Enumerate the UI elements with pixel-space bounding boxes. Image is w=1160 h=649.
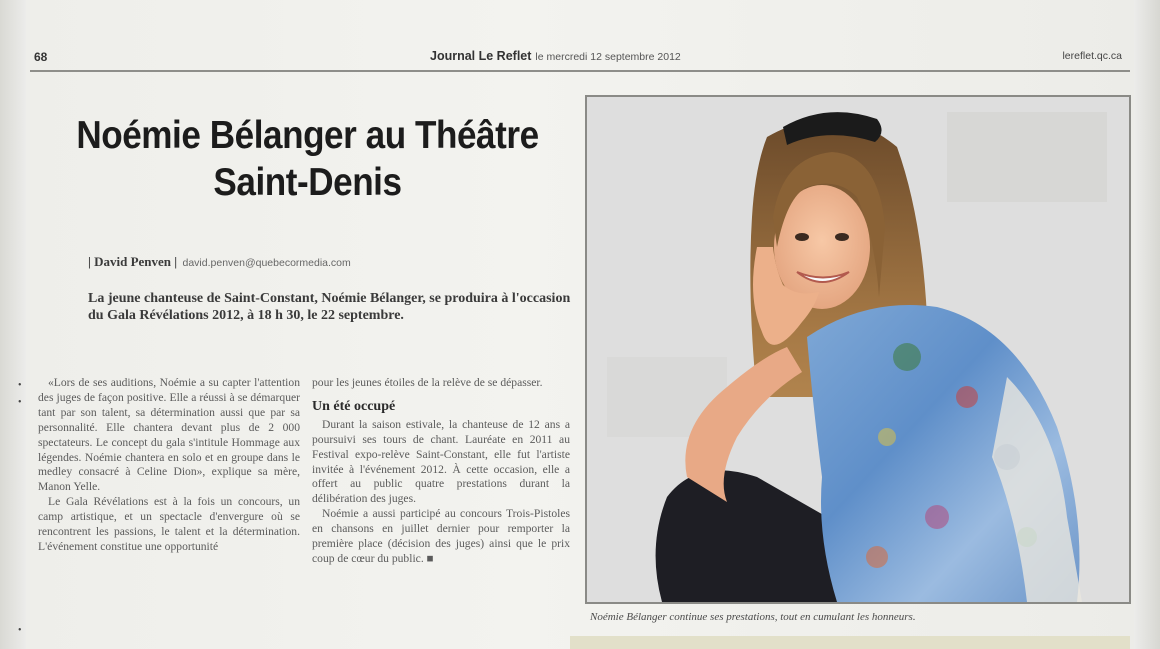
margin-bullet-icon: • bbox=[18, 625, 22, 636]
author-email: david.penven@quebecormedia.com bbox=[182, 257, 351, 269]
margin-bullet-icon: • bbox=[18, 380, 22, 391]
website-url: lereflet.qc.ca bbox=[1062, 50, 1122, 62]
paragraph: pour les jeunes étoiles de la relève de se dépasser. bbox=[312, 376, 543, 389]
adjacent-article-strip bbox=[570, 636, 1130, 649]
article-column-1 bbox=[38, 376, 300, 555]
masthead bbox=[430, 49, 681, 63]
byline bbox=[88, 254, 351, 270]
publication-date: le mercredi 12 septembre 2012 bbox=[535, 51, 681, 63]
paragraph: Le Gala Révélations est à la fois un concours, un camp artistique, et un spectacle d'envergure où se rencontrent les passions, le talent et la détermination. L'événement constitue une opportunité bbox=[38, 495, 300, 553]
article-lede: La jeune chanteuse de Saint-Constant, Noémie Bélanger, se produira à l'occasion du Gala Révélations 2012, à 18 h 30, le 22 septembre. bbox=[88, 291, 571, 323]
paragraph: «Lors de ses auditions, Noémie a su capter l'attention des juges de façon positive. Elle a réussi à se démarquer tant par son talent, sa détermination aussi que par sa personnalité. Elle chantera devant plus de 2 000 spectateurs. Le concept du gala s'intitule Hommage aux légendes. Noémie chantera en solo et en groupe dans le medley consacré à Celine Dion», explique sa mère, Manon Yelle. bbox=[38, 376, 300, 494]
adjacent-page-edge-right bbox=[1134, 0, 1160, 649]
header-rule bbox=[30, 70, 1130, 72]
paragraph: Noémie a aussi participé au concours Trois-Pistoles en chansons en juillet dernier pour remporter la première place (décision des juges) ainsi que le prix coup de cœur du public. ■ bbox=[312, 507, 570, 565]
portrait-illustration bbox=[587, 97, 1129, 602]
page-header bbox=[30, 46, 1130, 68]
publication-name: Journal Le Reflet bbox=[430, 49, 532, 63]
photo-caption: Noémie Bélanger continue ses prestations, tout en cumulant les honneurs. bbox=[590, 611, 916, 623]
subheading: Un été occupé bbox=[312, 398, 396, 414]
adjacent-page-edge-left bbox=[0, 0, 26, 649]
margin-bullet-icon: • bbox=[18, 397, 22, 408]
article-photo bbox=[585, 95, 1131, 604]
article-headline: Noémie Bélanger au Théâtre Saint-Denis bbox=[76, 114, 539, 204]
paragraph: Durant la saison estivale, la chanteuse de 12 ans a poursuivi ses tours de chant. Lauréate en 2011 au Festival expo-relève Saint-Constant, elle fut l'artiste invitée à l'événement 2012. À cette occasion, elle a offert au public quatre prestations durant la délibération des juges. bbox=[312, 417, 570, 506]
article-column-2 bbox=[312, 376, 570, 567]
page-number: 68 bbox=[34, 50, 48, 64]
author-name: | David Penven | bbox=[88, 254, 178, 269]
